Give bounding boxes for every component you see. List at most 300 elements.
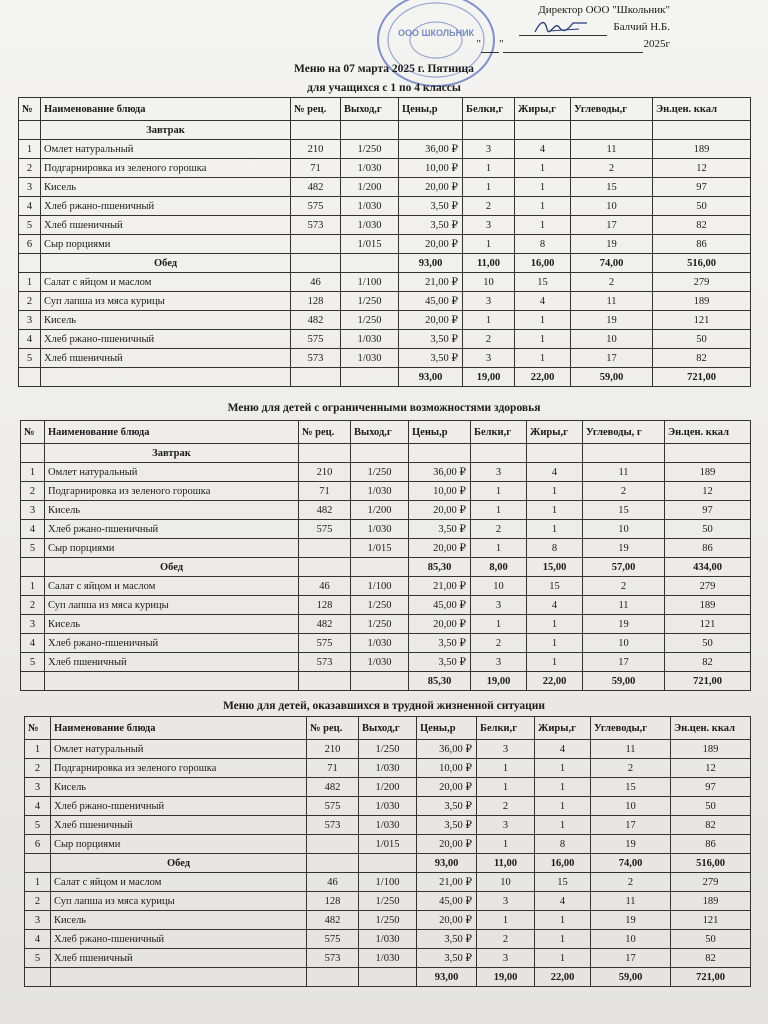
menu-table-disabilities <box>20 420 751 691</box>
dish-name: Сыр порциями <box>45 539 299 558</box>
portion-output: 1/030 <box>341 349 399 368</box>
proteins: 1 <box>463 178 515 197</box>
price: 3,50 ₽ <box>409 653 471 672</box>
signature-icon <box>531 17 591 37</box>
row-number: 5 <box>19 216 41 235</box>
proteins: 2 <box>477 930 535 949</box>
carbohydrates: 19 <box>591 835 671 854</box>
fats: 1 <box>515 311 571 330</box>
table-row <box>25 797 751 816</box>
carbohydrates: 17 <box>591 949 671 968</box>
table-row <box>19 311 751 330</box>
energy-kcal: 189 <box>653 292 751 311</box>
total-p: 19,00 <box>471 672 527 691</box>
table-row <box>19 292 751 311</box>
price: 20,00 ₽ <box>417 778 477 797</box>
caption-hardship: Меню для детей, оказавшихся в трудной жизненной ситуации <box>222 700 546 712</box>
portion-output: 1/200 <box>359 778 417 797</box>
row-number: 4 <box>21 634 45 653</box>
empty-cell <box>291 121 341 140</box>
portion-output: 1/250 <box>351 596 409 615</box>
header-row <box>25 717 751 740</box>
proteins: 1 <box>463 235 515 254</box>
portion-output: 1/250 <box>351 463 409 482</box>
price: 3,50 ₽ <box>399 349 463 368</box>
portion-output: 1/030 <box>359 930 417 949</box>
table-row <box>21 653 751 672</box>
carbohydrates: 2 <box>591 873 671 892</box>
price: 45,00 ₽ <box>399 292 463 311</box>
row-number: 3 <box>21 501 45 520</box>
header-row <box>19 98 751 121</box>
proteins: 10 <box>463 273 515 292</box>
price: 20,00 ₽ <box>409 501 471 520</box>
energy-kcal: 97 <box>671 778 751 797</box>
portion-output: 1/250 <box>359 911 417 930</box>
row-number: 4 <box>19 197 41 216</box>
fats: 15 <box>515 273 571 292</box>
total-row <box>21 672 751 691</box>
row-number: 5 <box>21 539 45 558</box>
price: 3,50 ₽ <box>409 634 471 653</box>
proteins: 1 <box>471 482 527 501</box>
fats: 1 <box>535 816 591 835</box>
price: 21,00 ₽ <box>417 873 477 892</box>
dish-name: Суп лапша из мяса курицы <box>41 292 291 311</box>
fats: 4 <box>527 463 583 482</box>
recipe-number: 482 <box>307 911 359 930</box>
energy-kcal: 82 <box>653 349 751 368</box>
page-subtitle: для учащихся с 1 по 4 классы <box>307 82 461 94</box>
price: 10,00 ₽ <box>409 482 471 501</box>
approval-block <box>476 2 670 53</box>
proteins: 3 <box>477 892 535 911</box>
carbohydrates: 15 <box>571 178 653 197</box>
recipe-number: 46 <box>291 273 341 292</box>
price: 21,00 ₽ <box>399 273 463 292</box>
price: 3,50 ₽ <box>399 330 463 349</box>
energy-kcal: 12 <box>653 159 751 178</box>
column-header: Эн.цен. ккал <box>653 98 751 121</box>
proteins: 3 <box>477 949 535 968</box>
proteins: 1 <box>463 159 515 178</box>
empty-cell <box>19 368 41 387</box>
portion-output: 1/030 <box>359 949 417 968</box>
table-row <box>25 835 751 854</box>
carbohydrates: 15 <box>583 501 665 520</box>
portion-output: 1/100 <box>341 273 399 292</box>
portion-output: 1/250 <box>341 140 399 159</box>
fats: 8 <box>515 235 571 254</box>
recipe-number: 128 <box>291 292 341 311</box>
dish-name: Кисель <box>41 311 291 330</box>
portion-output: 1/030 <box>351 482 409 501</box>
total-p: 8,00 <box>471 558 527 577</box>
dish-name: Салат с яйцом и маслом <box>41 273 291 292</box>
total-c: 74,00 <box>591 854 671 873</box>
row-number: 1 <box>25 740 51 759</box>
row-number: 2 <box>25 759 51 778</box>
portion-output: 1/030 <box>351 520 409 539</box>
table-row <box>25 816 751 835</box>
recipe-number: 575 <box>299 520 351 539</box>
total-p: 19,00 <box>463 368 515 387</box>
stamp-text: ООО ШКОЛЬНИК <box>397 28 475 38</box>
recipe-number: 482 <box>307 778 359 797</box>
portion-output: 1/030 <box>341 197 399 216</box>
dish-name: Омлет натуральный <box>41 140 291 159</box>
recipe-number: 482 <box>291 178 341 197</box>
empty-cell <box>653 121 751 140</box>
column-header: № рец. <box>299 421 351 444</box>
row-number: 3 <box>19 311 41 330</box>
fats: 4 <box>515 140 571 159</box>
recipe-number: 573 <box>307 816 359 835</box>
recipe-number: 573 <box>299 653 351 672</box>
fats: 1 <box>515 159 571 178</box>
carbohydrates: 19 <box>583 615 665 634</box>
price: 10,00 ₽ <box>399 159 463 178</box>
portion-output: 1/250 <box>359 892 417 911</box>
column-header: Цены,р <box>417 717 477 740</box>
total-c: 57,00 <box>583 558 665 577</box>
row-number: 6 <box>19 235 41 254</box>
energy-kcal: 121 <box>665 615 751 634</box>
price: 20,00 ₽ <box>417 835 477 854</box>
empty-cell <box>291 254 341 273</box>
table-row <box>25 892 751 911</box>
proteins: 1 <box>471 615 527 634</box>
energy-kcal: 279 <box>665 577 751 596</box>
proteins: 3 <box>477 740 535 759</box>
recipe-number <box>299 539 351 558</box>
empty-cell <box>583 444 665 463</box>
portion-output: 1/250 <box>341 292 399 311</box>
portion-output: 1/030 <box>359 759 417 778</box>
portion-output: 1/200 <box>351 501 409 520</box>
empty-cell <box>299 558 351 577</box>
portion-output: 1/250 <box>341 311 399 330</box>
row-number: 3 <box>19 178 41 197</box>
recipe-number: 210 <box>291 140 341 159</box>
portion-output: 1/015 <box>341 235 399 254</box>
fats: 1 <box>535 930 591 949</box>
price: 36,00 ₽ <box>399 140 463 159</box>
empty-cell <box>299 672 351 691</box>
portion-output: 1/250 <box>359 740 417 759</box>
column-header: Жиры,г <box>535 717 591 740</box>
proteins: 3 <box>471 596 527 615</box>
carbohydrates: 10 <box>571 197 653 216</box>
energy-kcal: 82 <box>665 653 751 672</box>
empty-cell <box>299 444 351 463</box>
energy-kcal: 86 <box>665 539 751 558</box>
dish-name: Кисель <box>41 178 291 197</box>
total-row <box>25 854 751 873</box>
energy-kcal: 189 <box>653 140 751 159</box>
fats: 4 <box>535 740 591 759</box>
table-row <box>19 273 751 292</box>
row-number: 3 <box>21 615 45 634</box>
empty-cell <box>463 121 515 140</box>
portion-output: 1/030 <box>351 653 409 672</box>
portion-output: 1/030 <box>341 330 399 349</box>
recipe-number: 46 <box>299 577 351 596</box>
column-header: Жиры,г <box>515 98 571 121</box>
energy-kcal: 97 <box>653 178 751 197</box>
table-row <box>25 911 751 930</box>
dish-name: Хлеб ржано-пшеничный <box>41 330 291 349</box>
portion-output: 1/015 <box>359 835 417 854</box>
recipe-number: 573 <box>291 216 341 235</box>
column-header: Наименование блюда <box>41 98 291 121</box>
proteins: 2 <box>463 197 515 216</box>
fats: 4 <box>527 596 583 615</box>
row-number: 1 <box>21 463 45 482</box>
header-row <box>21 421 751 444</box>
proteins: 3 <box>463 292 515 311</box>
table-row <box>21 577 751 596</box>
dish-name: Сыр порциями <box>51 835 307 854</box>
carbohydrates: 11 <box>591 892 671 911</box>
fats: 1 <box>527 520 583 539</box>
dish-name: Кисель <box>45 501 299 520</box>
carbohydrates: 11 <box>571 292 653 311</box>
empty-cell <box>471 444 527 463</box>
total-price: 85,30 <box>409 672 471 691</box>
column-header: Цены,р <box>399 98 463 121</box>
table-row <box>21 615 751 634</box>
table-row <box>25 873 751 892</box>
row-number: 2 <box>21 596 45 615</box>
director-title: Директор ООО "Школьник" <box>538 4 670 16</box>
recipe-number: 128 <box>299 596 351 615</box>
price: 45,00 ₽ <box>417 892 477 911</box>
recipe-number: 575 <box>291 330 341 349</box>
energy-kcal: 82 <box>671 816 751 835</box>
table-row <box>19 178 751 197</box>
price: 21,00 ₽ <box>409 577 471 596</box>
energy-kcal: 50 <box>671 797 751 816</box>
row-number: 6 <box>25 835 51 854</box>
price: 3,50 ₽ <box>417 816 477 835</box>
column-header: Белки,г <box>463 98 515 121</box>
dish-name: Хлеб ржано-пшеничный <box>51 930 307 949</box>
column-header: Цены,р <box>409 421 471 444</box>
empty-cell <box>21 444 45 463</box>
energy-kcal: 12 <box>665 482 751 501</box>
row-number: 4 <box>25 797 51 816</box>
proteins: 3 <box>471 463 527 482</box>
section-row <box>21 444 751 463</box>
empty-cell <box>399 121 463 140</box>
fats: 1 <box>527 615 583 634</box>
column-header: Углеводы,г <box>571 98 653 121</box>
recipe-number: 210 <box>307 740 359 759</box>
total-price: 93,00 <box>399 368 463 387</box>
energy-kcal: 86 <box>653 235 751 254</box>
empty-cell <box>351 558 409 577</box>
section-label: Завтрак <box>41 121 291 140</box>
column-header: № рец. <box>291 98 341 121</box>
empty-cell <box>571 121 653 140</box>
column-header: № <box>19 98 41 121</box>
empty-cell <box>341 254 399 273</box>
fats: 1 <box>515 178 571 197</box>
dish-name: Подгарнировка из зеленого горошка <box>45 482 299 501</box>
recipe-number: 575 <box>307 930 359 949</box>
dish-name: Кисель <box>51 911 307 930</box>
energy-kcal: 121 <box>653 311 751 330</box>
carbohydrates: 19 <box>591 911 671 930</box>
total-price: 93,00 <box>417 854 477 873</box>
row-number: 2 <box>21 482 45 501</box>
row-number: 5 <box>19 349 41 368</box>
fats: 8 <box>527 539 583 558</box>
row-number: 4 <box>19 330 41 349</box>
empty-cell <box>41 368 291 387</box>
price: 3,50 ₽ <box>417 949 477 968</box>
column-header: Наименование блюда <box>45 421 299 444</box>
total-c: 59,00 <box>571 368 653 387</box>
price: 3,50 ₽ <box>409 520 471 539</box>
table-row <box>21 482 751 501</box>
empty-cell <box>665 444 751 463</box>
proteins: 2 <box>463 330 515 349</box>
proteins: 1 <box>463 311 515 330</box>
price: 20,00 ₽ <box>399 311 463 330</box>
proteins: 10 <box>477 873 535 892</box>
proteins: 3 <box>471 653 527 672</box>
page-title: Меню на 07 марта 2025 г. Пятница <box>294 63 474 75</box>
portion-output: 1/030 <box>351 634 409 653</box>
fats: 4 <box>535 892 591 911</box>
proteins: 2 <box>471 520 527 539</box>
portion-output: 1/030 <box>341 159 399 178</box>
section-label: Завтрак <box>45 444 299 463</box>
energy-kcal: 82 <box>653 216 751 235</box>
row-number: 1 <box>25 873 51 892</box>
empty-cell <box>21 558 45 577</box>
table-row <box>19 140 751 159</box>
energy-kcal: 50 <box>671 930 751 949</box>
total-c: 74,00 <box>571 254 653 273</box>
empty-cell <box>359 854 417 873</box>
column-header: Жиры,г <box>527 421 583 444</box>
portion-output: 1/030 <box>341 216 399 235</box>
carbohydrates: 2 <box>591 759 671 778</box>
proteins: 3 <box>463 349 515 368</box>
total-row <box>19 368 751 387</box>
empty-cell <box>359 968 417 987</box>
portion-output: 1/100 <box>359 873 417 892</box>
fats: 15 <box>527 577 583 596</box>
fats: 1 <box>527 482 583 501</box>
empty-cell <box>45 672 299 691</box>
column-header: Углеводы,г <box>591 717 671 740</box>
total-k: 516,00 <box>653 254 751 273</box>
dish-name: Хлеб ржано-пшеничный <box>45 634 299 653</box>
recipe-number: 46 <box>307 873 359 892</box>
carbohydrates: 10 <box>583 634 665 653</box>
dish-name: Хлеб пшеничный <box>51 949 307 968</box>
carbohydrates: 10 <box>571 330 653 349</box>
portion-output: 1/030 <box>359 797 417 816</box>
total-row <box>21 558 751 577</box>
proteins: 1 <box>477 759 535 778</box>
price: 3,50 ₽ <box>417 930 477 949</box>
price: 36,00 ₽ <box>417 740 477 759</box>
energy-kcal: 82 <box>671 949 751 968</box>
carbohydrates: 11 <box>583 463 665 482</box>
total-price: 93,00 <box>417 968 477 987</box>
energy-kcal: 279 <box>671 873 751 892</box>
proteins: 1 <box>477 911 535 930</box>
dish-name: Хлеб ржано-пшеничный <box>41 197 291 216</box>
table-row <box>21 501 751 520</box>
empty-cell <box>409 444 471 463</box>
column-header: Наименование блюда <box>51 717 307 740</box>
row-number: 3 <box>25 911 51 930</box>
total-f: 16,00 <box>515 254 571 273</box>
fats: 1 <box>527 501 583 520</box>
column-header: Выход,г <box>351 421 409 444</box>
dish-name: Кисель <box>45 615 299 634</box>
row-number: 5 <box>25 949 51 968</box>
recipe-number <box>291 235 341 254</box>
dish-name: Омлет натуральный <box>51 740 307 759</box>
date-year: 2025г <box>643 38 670 50</box>
price: 45,00 ₽ <box>409 596 471 615</box>
price: 36,00 ₽ <box>409 463 471 482</box>
table-row <box>21 463 751 482</box>
portion-output: 1/100 <box>351 577 409 596</box>
row-number: 3 <box>25 778 51 797</box>
signature-line <box>519 23 607 36</box>
dish-name: Кисель <box>51 778 307 797</box>
empty-cell <box>19 254 41 273</box>
dish-name: Подгарнировка из зеленого горошка <box>51 759 307 778</box>
fats: 1 <box>535 911 591 930</box>
carbohydrates: 10 <box>583 520 665 539</box>
energy-kcal: 121 <box>671 911 751 930</box>
dish-name: Хлеб пшеничный <box>51 816 307 835</box>
recipe-number: 575 <box>291 197 341 216</box>
section-row <box>19 121 751 140</box>
empty-cell <box>21 672 45 691</box>
empty-cell <box>291 368 341 387</box>
price: 20,00 ₽ <box>399 235 463 254</box>
column-header: Выход,г <box>341 98 399 121</box>
row-number: 1 <box>21 577 45 596</box>
proteins: 3 <box>477 816 535 835</box>
column-header: № рец. <box>307 717 359 740</box>
column-header: Эн.цен. ккал <box>671 717 751 740</box>
empty-cell <box>307 854 359 873</box>
section-label: Обед <box>45 558 299 577</box>
price: 3,50 ₽ <box>399 197 463 216</box>
recipe-number: 210 <box>299 463 351 482</box>
price: 10,00 ₽ <box>417 759 477 778</box>
proteins: 3 <box>463 216 515 235</box>
empty-cell <box>25 968 51 987</box>
total-f: 22,00 <box>527 672 583 691</box>
total-k: 721,00 <box>665 672 751 691</box>
fats: 1 <box>515 349 571 368</box>
director-name: Балчий Н.Б. <box>613 21 670 33</box>
column-header: Белки,г <box>471 421 527 444</box>
dish-name: Хлеб пшеничный <box>41 216 291 235</box>
